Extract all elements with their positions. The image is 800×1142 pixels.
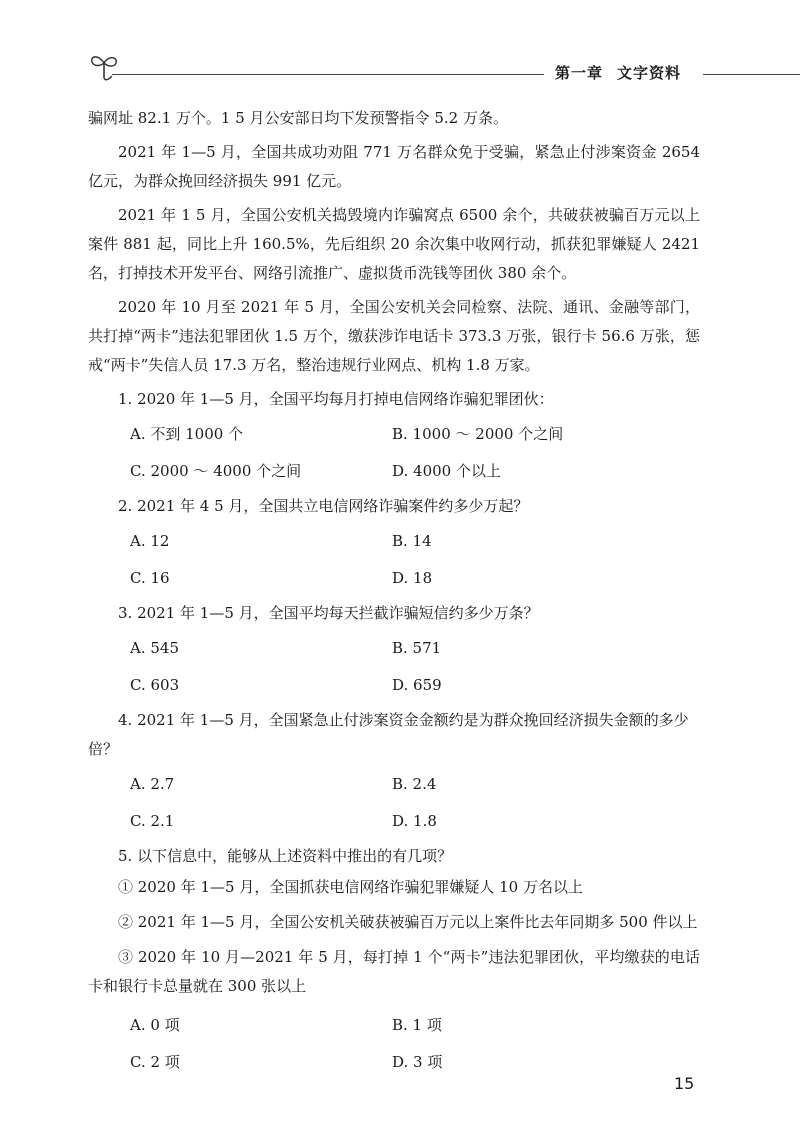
option-c: C. 603 bbox=[130, 676, 180, 694]
option-a: A. 2.7 bbox=[130, 775, 175, 793]
option-a: A. 12 bbox=[130, 532, 170, 550]
statement-3: ③ 2020 年 10 月—2021 年 5 月，每打掉 1 个“两卡”违法犯罪团伙，平均缴获的电话卡和银行卡总量就在 300 张以上 bbox=[88, 948, 700, 995]
question-1 bbox=[88, 385, 700, 490]
options-row bbox=[88, 630, 700, 667]
options-row bbox=[88, 803, 700, 840]
option-d: D. 659 bbox=[392, 676, 442, 694]
option-b: B. 2.4 bbox=[392, 775, 437, 793]
option-c: C. 2000 ～ 4000 个之间 bbox=[130, 462, 302, 480]
option-d: D. 3 项 bbox=[392, 1053, 443, 1071]
section-label: 文字资料 bbox=[617, 64, 682, 82]
options-row bbox=[88, 523, 700, 560]
option-a: A. 545 bbox=[130, 639, 179, 657]
paragraph-2: 2021 年 1—5 月，全国共成功劝阻 771 万名群众免于受骗，紧急止付涉案资金 2654 亿元，为群众挽回经济损失 991 亿元。 bbox=[88, 143, 700, 190]
statement-2: ② 2021 年 1—5 月，全国公安机关破获被骗百万元以上案件比去年同期多 500 件以上 bbox=[118, 913, 698, 931]
option-d: D. 1.8 bbox=[392, 812, 437, 830]
header-rule-right bbox=[703, 74, 800, 75]
option-b: B. 14 bbox=[392, 532, 432, 550]
header-rule-left bbox=[112, 74, 544, 75]
statement-1: ① 2020 年 1—5 月，全国抓获电信网络诈骗犯罪嫌疑人 10 万名以上 bbox=[118, 878, 583, 896]
page-header bbox=[0, 0, 800, 110]
options-row bbox=[88, 453, 700, 490]
options-row bbox=[88, 667, 700, 704]
option-d: D. 18 bbox=[392, 569, 433, 587]
page-number: 15 bbox=[674, 1074, 695, 1093]
option-b: B. 1000 ～ 2000 个之间 bbox=[392, 425, 564, 443]
option-c: C. 2.1 bbox=[130, 812, 175, 830]
sprout-icon bbox=[86, 48, 122, 84]
paragraph-3: 2021 年 1 5 月，全国公安机关捣毁境内诈骗窝点 6500 余个，共破获被骗百万元以上案件 881 起，同比上升 160.5%，先后组织 20 余次集中收网行动，抓获犯罪嫌疑人 2421 名，打掉技术开发平台、网络引流推广、虚拟货币洗钱等团伙 380 余个。 bbox=[88, 206, 700, 282]
option-b: B. 1 项 bbox=[392, 1016, 442, 1034]
running-header bbox=[555, 62, 695, 83]
paragraph-4: 2020 年 10 月至 2021 年 5 月，全国公安机关会同检察、法院、通讯、金融等部门，共打掉“两卡”违法犯罪团伙 1.5 万个，缴获涉诈电话卡 373.3 万张，银行卡 56.6 万张，惩戒“两卡”失信人员 17.3 万名，整治违规行业网点、机构 1.8 万家。 bbox=[88, 298, 700, 374]
paragraph-1: 骗网址 82.1 万个。1 5 月公安部日均下发预警指令 5.2 万条。 bbox=[88, 109, 508, 127]
question-3 bbox=[88, 599, 700, 704]
question-stem: 2. 2021 年 4 5 月，全国共立电信网络诈骗案件约多少万起？ bbox=[118, 497, 529, 515]
question-stem: 1. 2020 年 1—5 月，全国平均每月打掉电信网络诈骗犯罪团伙： bbox=[118, 390, 554, 408]
options-row bbox=[88, 416, 700, 453]
option-c: C. 2 项 bbox=[130, 1053, 180, 1071]
question-stem: 5. 以下信息中，能够从上述资料中推出的有几项？ bbox=[118, 847, 453, 865]
options-row bbox=[88, 560, 700, 597]
option-b: B. 571 bbox=[392, 639, 442, 657]
option-a: A. 不到 1000 个 bbox=[130, 425, 244, 443]
question-4 bbox=[88, 706, 700, 840]
question-stem: 3. 2021 年 1—5 月，全国平均每天拦截诈骗短信约多少万条？ bbox=[118, 604, 539, 622]
option-c: C. 16 bbox=[130, 569, 170, 587]
question-5 bbox=[88, 842, 700, 1081]
question-2 bbox=[88, 492, 700, 597]
options-row bbox=[88, 1044, 700, 1081]
chapter-label: 第一章 bbox=[555, 64, 604, 82]
question-stem: 4. 2021 年 1—5 月，全国紧急止付涉案资金金额约是为群众挽回经济损失金额的多少倍？ bbox=[88, 711, 689, 758]
page-body bbox=[88, 104, 700, 1081]
options-row bbox=[88, 1007, 700, 1044]
option-d: D. 4000 个以上 bbox=[392, 462, 501, 480]
options-row bbox=[88, 766, 700, 803]
option-a: A. 0 项 bbox=[130, 1016, 180, 1034]
